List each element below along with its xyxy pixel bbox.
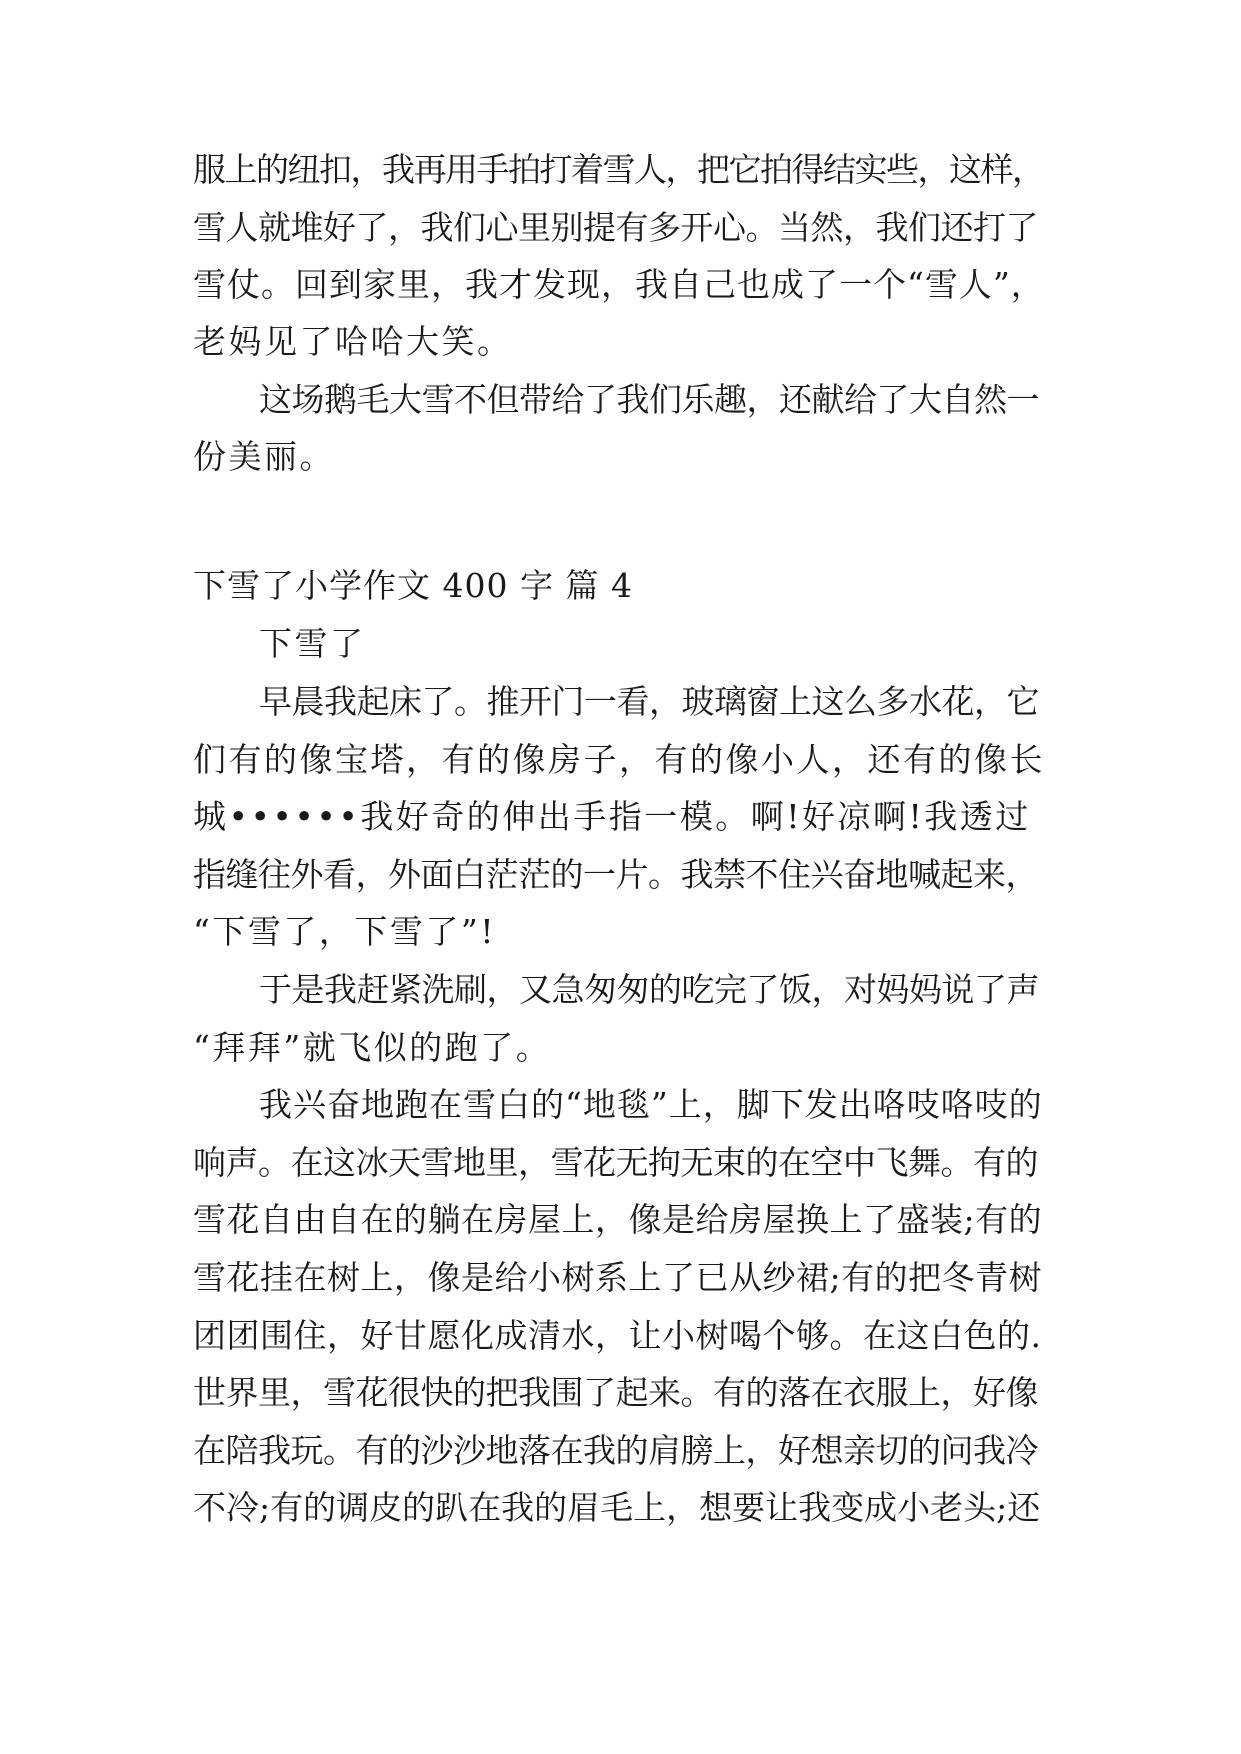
text-line: 在陪我玩。有的沙沙地落在我的肩膀上，好想亲切的问我冷 [193, 1431, 1038, 1470]
text-line: 雪人就堆好了，我们心里别提有多开心。当然，我们还打了 [193, 208, 1038, 247]
text-line: 们有的像宝塔，有的像房子，有的像小人，还有的像长 [193, 740, 1045, 779]
text-line: 世界里，雪花很快的把我围了起来。有的落在衣服上，好像 [193, 1373, 1038, 1412]
text-line: 不冷;有的调皮的趴在我的眉毛上，想要让我变成小老头;还 [193, 1488, 1041, 1527]
text-line: “下雪了，下雪了”! [193, 912, 497, 951]
text-line: 响声。在这冰天雪地里，雪花无拘无束的在空中飞舞。有的 [193, 1143, 1038, 1182]
section-heading: 下雪了小学作文 400 字 篇 4 [193, 566, 633, 605]
text-line: 指缝往外看，外面白茫茫的一片。我禁不住兴奋地喊起来， [193, 855, 1038, 894]
text-line: 雪仗。回到家里，我才发现，我自己也成了一个“雪人”， [193, 265, 1045, 304]
text-line: 于是我赶紧洗刷，又急匆匆的吃完了饭，对妈妈说了声 [259, 970, 1039, 1009]
text-line: 份美丽。 [193, 437, 335, 476]
text-line: 早晨我起床了。推开门一看，玻璃窗上这么多水花，它 [259, 682, 1039, 721]
text-line: “拜拜”就飞似的跑了。 [193, 1028, 552, 1067]
text-line: 老妈见了哈哈大笑。 [193, 322, 513, 361]
text-line: 城••••••我好奇的伸出手指一模。啊!好凉啊!我透过 [193, 797, 1031, 836]
text-line: 服上的纽扣，我再用手拍打着雪人，把它拍得结实些，这样， [193, 150, 1044, 189]
text-line: 这场鹅毛大雪不但带给了我们乐趣，还献给了大自然一 [259, 380, 1039, 419]
text-line: 团团围住，好甘愿化成清水，让小树喝个够。在这白色的. [193, 1316, 1042, 1355]
essay-title: 下雪了 [259, 624, 366, 663]
text-line: 雪花挂在树上，像是给小树系上了已从纱裙;有的把冬青树 [193, 1258, 1043, 1297]
text-line: 雪花自由自在的躺在房屋上，像是给房屋换上了盛装;有的 [193, 1200, 1043, 1239]
text-line: 我兴奋地跑在雪白的“地毯”上，脚下发出咯吱咯吱的 [259, 1085, 1043, 1124]
